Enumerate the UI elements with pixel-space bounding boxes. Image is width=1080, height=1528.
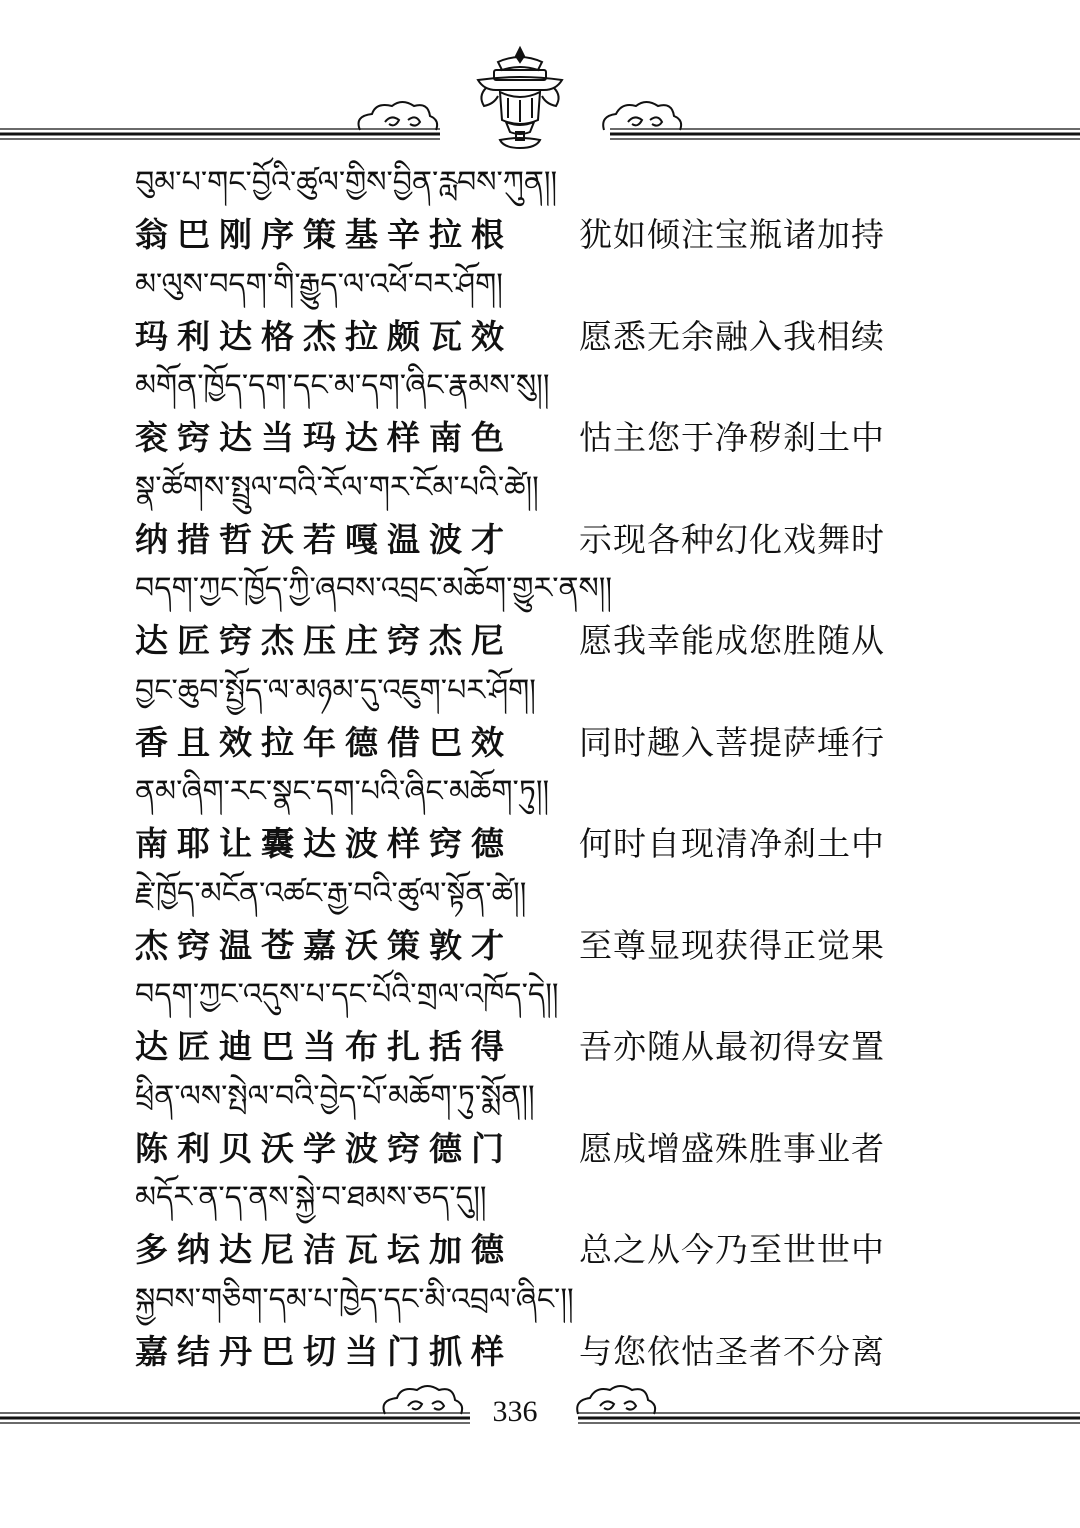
tibetan-line: བུམ་པ་གང་བྱོའི་ཚུལ་གྱིས་བྱིན་རླབས་ཀུན།། — [135, 165, 558, 200]
translation-line: 总之从今乃至世世中 — [579, 1230, 885, 1269]
pronunciation-line: 达匠迪巴当布扎括得 — [135, 1027, 513, 1066]
verse — [0, 668, 1080, 770]
verse — [0, 262, 1080, 364]
footer-ornament — [0, 1370, 1080, 1460]
cloud-scroll-icon — [384, 1386, 463, 1414]
pronunciation-line: 杰窍温苍嘉沃策敦才 — [135, 925, 513, 965]
tibetan-line: བདག་ཀྱང་ཁྱོད་ཀྱི་ཞབས་འབྲང་མཆོག་གྱུར་ནས།། — [135, 571, 613, 606]
pronunciation-line: 纳措哲沃若嘎温波才 — [135, 519, 513, 559]
translation-line: 怙主您于净秽刹土中 — [579, 418, 885, 457]
verse — [0, 972, 1080, 1074]
verse — [0, 566, 1080, 668]
cloud-scroll-icon — [577, 1386, 655, 1414]
verse — [0, 871, 1080, 973]
pronunciation-line: 衮窍达当玛达样南色 — [135, 418, 513, 457]
verse — [0, 769, 1080, 871]
verse — [0, 1175, 1080, 1277]
tibetan-line: མགོན་ཁྱོད་དག་དང་མ་དག་ཞིང་རྣམས་སུ།། — [135, 368, 550, 403]
translation-line: 愿悉无余融入我相续 — [579, 316, 885, 356]
pronunciation-line: 翁巴刚序策基辛拉根 — [135, 215, 513, 254]
pronunciation-line: 玛利达格杰拉颇瓦效 — [135, 316, 513, 356]
tibetan-line: མ་ལུས་བདག་གི་རྒྱུད་ལ་འཕོ་བར་ཤོག། — [135, 266, 503, 302]
tibetan-line: བདག་ཀྱང་འདུས་པ་དང་པོའི་གྲལ་འཁོད་དེ།། — [135, 977, 559, 1012]
translation-line: 示现各种幻化戏舞时 — [579, 519, 885, 559]
translation-line: 何时自现清净刹土中 — [579, 824, 885, 863]
pronunciation-line: 达匠窍杰压庄窍杰尼 — [135, 621, 513, 660]
tibetan-line: སྣ་ཚོགས་སྤྲུལ་བའི་རོལ་གར་ངོམ་པའི་ཚེ།། — [135, 469, 539, 505]
tibetan-line: ནམ་ཞིག་རང་སྣང་དག་པའི་ཞིང་མཆོག་ཏུ།། — [135, 774, 550, 809]
victory-banner-icon — [478, 48, 562, 148]
verse-list — [0, 160, 1080, 1378]
tibetan-line: བྱང་ཆུབ་སྤྱོད་ལ་མཉམ་དུ་འཇུག་པར་ཤོག། — [135, 672, 536, 708]
translation-line: 吾亦随从最初得安置 — [579, 1027, 885, 1066]
verse — [0, 160, 1080, 262]
cloud-scroll-icon — [603, 102, 681, 130]
header-border — [0, 0, 1080, 160]
pronunciation-line: 嘉结丹巴切当门抓样 — [135, 1331, 513, 1371]
verse — [0, 1277, 1080, 1379]
page-number: 336 — [492, 1395, 538, 1428]
translation-line: 犹如倾注宝瓶诸加持 — [579, 215, 885, 254]
tibetan-line: སྐྱབས་གཅིག་དམ་པ་ཁྱེད་དང་མི་འབྲལ་ཞིང་།། — [135, 1281, 574, 1317]
verse — [0, 1074, 1080, 1176]
pronunciation-line: 南耶让囊达波样窍德 — [135, 824, 513, 863]
header-ornament — [0, 0, 1080, 160]
verse — [0, 363, 1080, 465]
translation-line: 愿成增盛殊胜事业者 — [579, 1128, 885, 1168]
translation-line: 至尊显现获得正觉果 — [579, 925, 885, 965]
tibetan-line: རྗེ་ཁྱོད་མངོན་འཚང་རྒྱ་བའི་ཚུལ་སྟོན་ཚེ།། — [135, 875, 527, 911]
verse — [0, 465, 1080, 567]
pronunciation-line: 陈利贝沃学波窍德门 — [135, 1128, 513, 1168]
pronunciation-line: 多纳达尼洁瓦坛加德 — [135, 1230, 513, 1269]
tibetan-line: མདོར་ན་ད་ནས་སྐྱེ་བ་ཐམས་ཅད་དུ།། — [135, 1180, 487, 1215]
translation-line: 愿我幸能成您胜随从 — [579, 621, 885, 660]
translation-line: 与您依怙圣者不分离 — [579, 1331, 885, 1371]
tibetan-line: ཕྲིན་ལས་སྤེལ་བའི་བྱེད་པོ་མཆོག་ཏུ་སྨོན།། — [135, 1078, 535, 1114]
translation-line: 同时趣入菩提萨埵行 — [579, 722, 885, 762]
pronunciation-line: 香且效拉年德借巴效 — [135, 722, 513, 762]
cloud-scroll-icon — [359, 102, 438, 130]
